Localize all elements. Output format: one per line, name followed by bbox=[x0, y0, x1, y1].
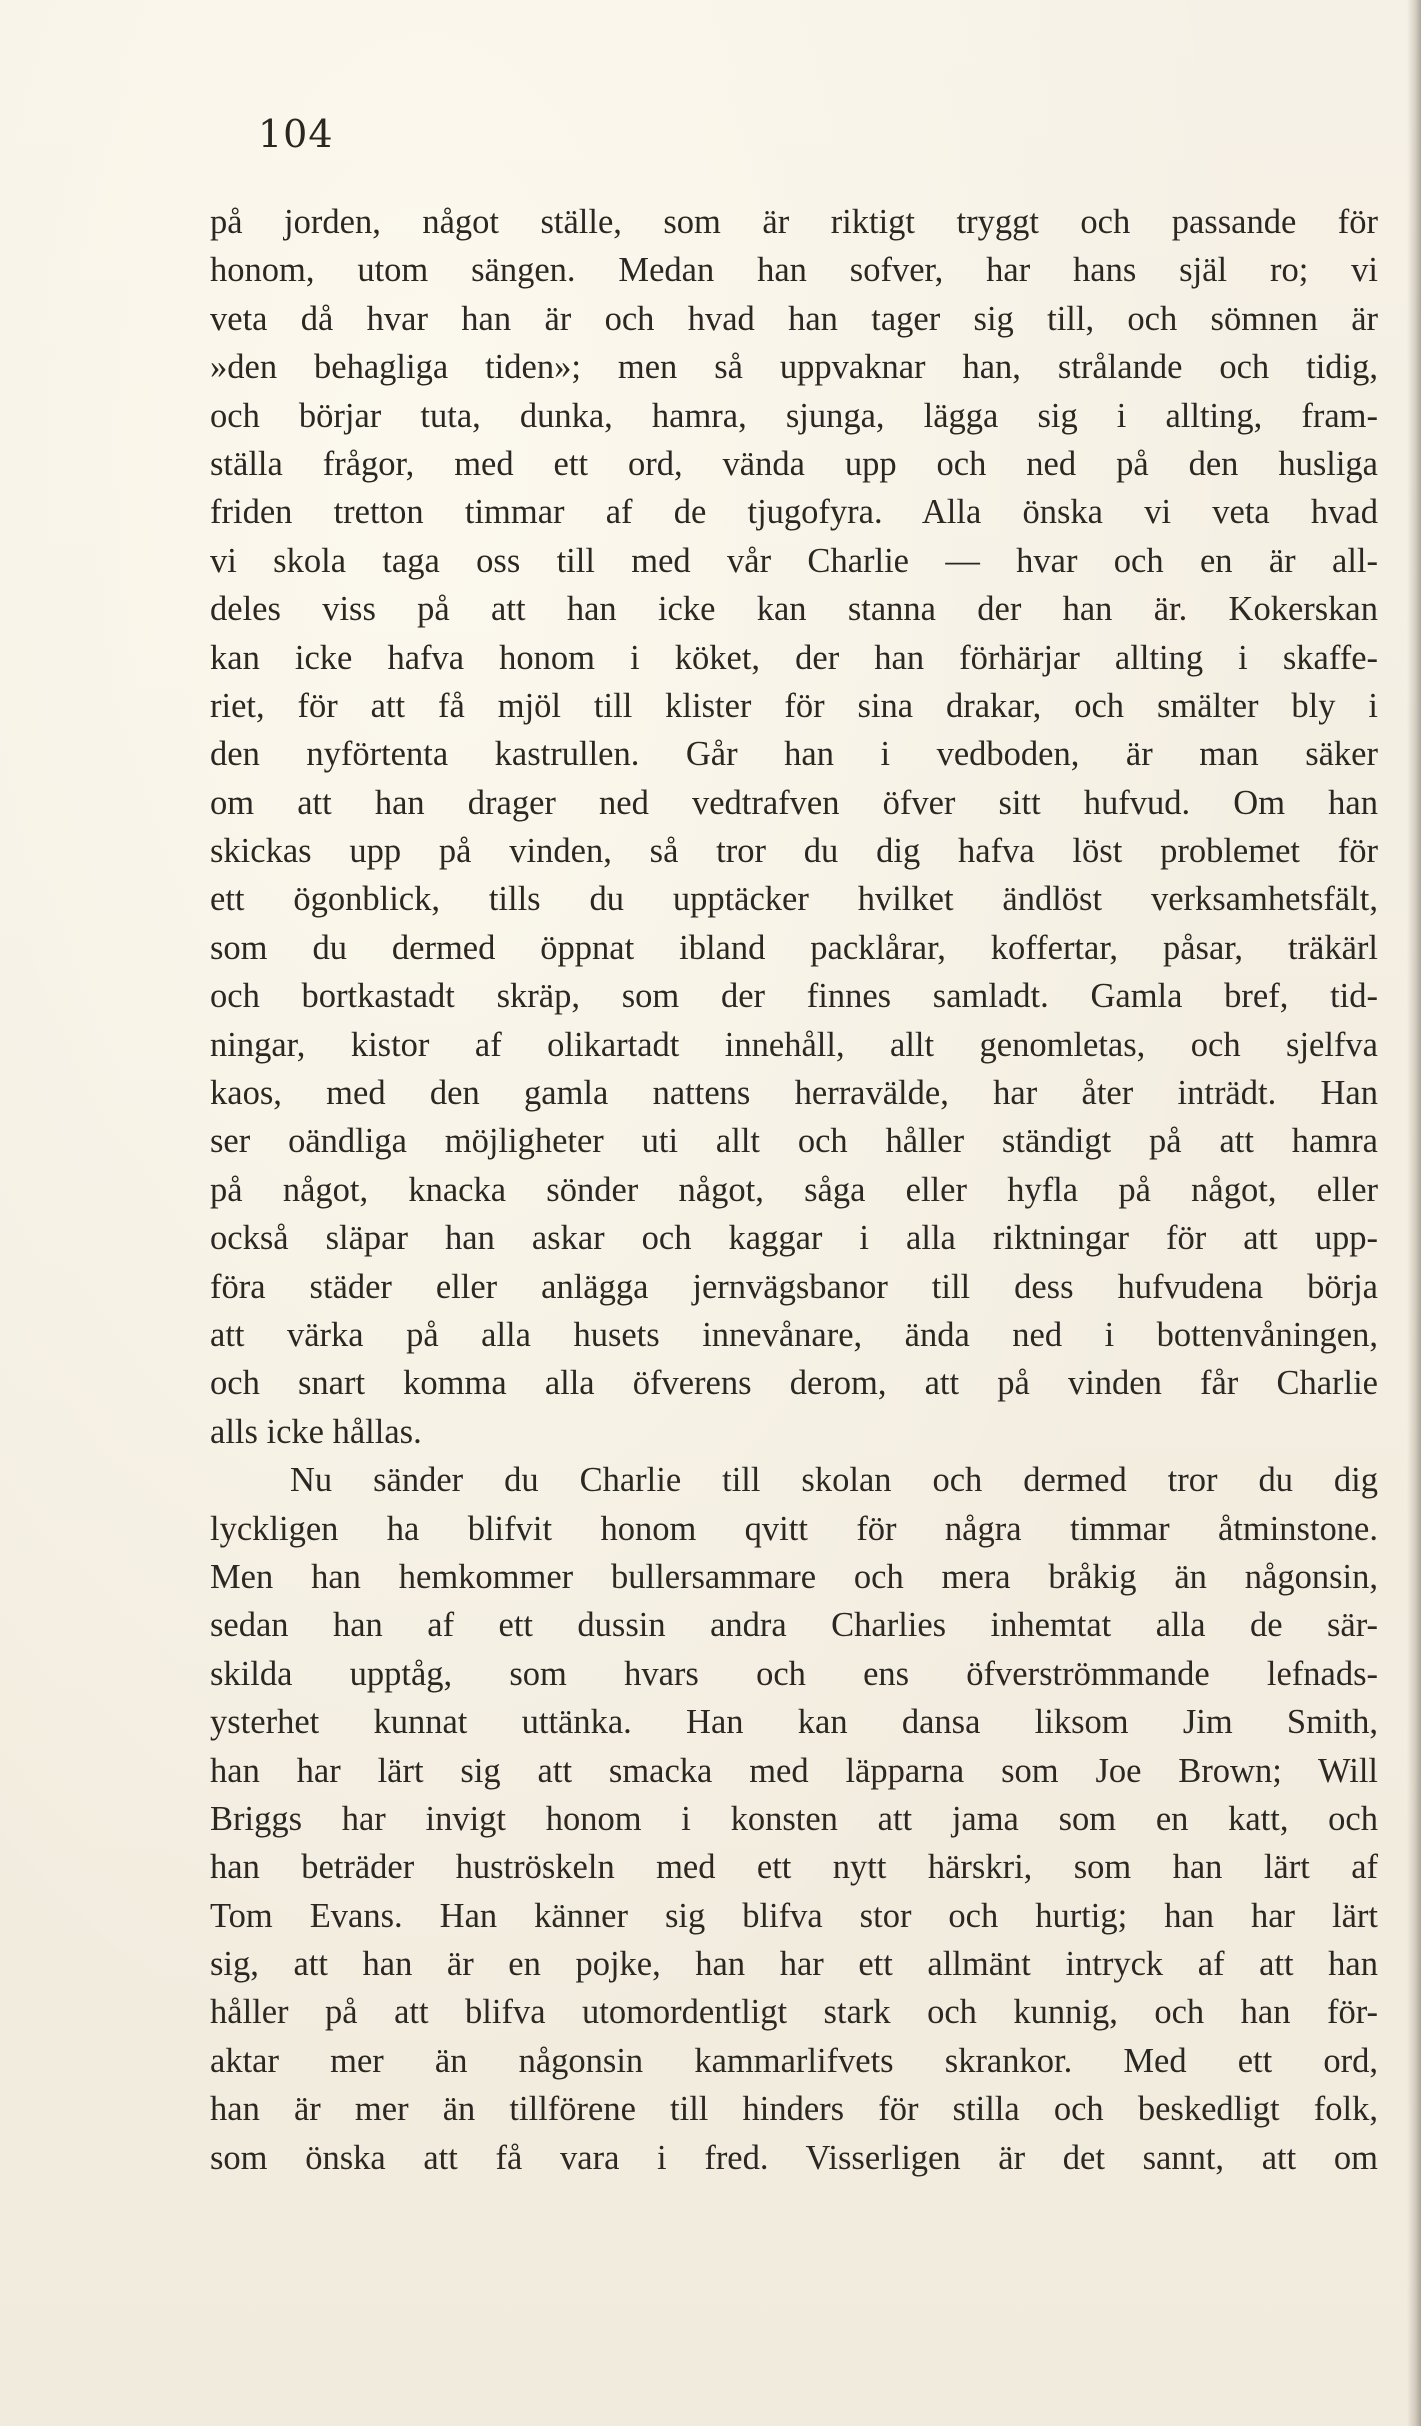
text-line: som du dermed öppnat ibland packlårar, koffertar, påsar, träkärl bbox=[210, 928, 1378, 967]
text-line: han är mer än tillförene till hinders för stilla och beskedligt folk, bbox=[210, 2090, 1378, 2129]
text-line: sedan han af ett dussin andra Charlies inhemtat alla de sär- bbox=[210, 1606, 1378, 1645]
page-edge-shadow bbox=[1407, 0, 1421, 2426]
text-line: riet, för att få mjöl till klister för sina drakar, och smälter bly i bbox=[210, 686, 1378, 725]
text-line: aktar mer än någonsin kammarlifvets skrankor. Med ett ord, bbox=[210, 2041, 1378, 2080]
text-line: Men han hemkommer bullersammare och mera bråkig än någonsin, bbox=[210, 1557, 1378, 1596]
text-line: kan icke hafva honom i köket, der han förhärjar allting i skaffe- bbox=[210, 638, 1378, 677]
text-line: den nyförtenta kastrullen. Går han i vedboden, är man säker bbox=[210, 735, 1378, 774]
text-line: på jorden, något ställe, som är riktigt tryggt och passande för bbox=[210, 203, 1378, 241]
text-line: och börjar tuta, dunka, hamra, sjunga, lägga sig i allting, fram- bbox=[210, 396, 1378, 435]
text-line: deles viss på att han icke kan stanna der han är. Kokerskan bbox=[210, 590, 1378, 629]
paragraph-start-line: Nu sänder du Charlie till skolan och dermed tror du dig bbox=[290, 1461, 1378, 1500]
text-line: på något, knacka sönder något, såga eller hyfla på något, eller bbox=[210, 1170, 1378, 1209]
text-line: Tom Evans. Han känner sig blifva stor och hurtig; han har lärt bbox=[210, 1896, 1378, 1935]
text-line: ser oändliga möjligheter uti allt och håller ständigt på att hamra bbox=[210, 1122, 1378, 1161]
text-line: han har lärt sig att smacka med läpparna som Joe Brown; Will bbox=[210, 1751, 1378, 1790]
text-line: skickas upp på vinden, så tror du dig hafva löst problemet för bbox=[210, 832, 1378, 871]
text-line: friden tretton timmar af de tjugofyra. Alla önska vi veta hvad bbox=[210, 493, 1378, 532]
text-line: och snart komma alla öfverens derom, att på vinden får Charlie bbox=[210, 1364, 1378, 1403]
text-line: som önska att få vara i fred. Visserligen är det sannt, att om bbox=[210, 2138, 1378, 2177]
text-line: ställa frågor, med ett ord, vända upp och ned på den husliga bbox=[210, 444, 1378, 483]
text-line: kaos, med den gamla nattens herravälde, har åter inträdt. Han bbox=[210, 1074, 1378, 1113]
text-line: lyckligen ha blifvit honom qvitt för några timmar åtminstone. bbox=[210, 1509, 1378, 1548]
text-line: håller på att blifva utomordentligt stark och kunnig, och han för- bbox=[210, 1993, 1378, 2032]
text-line: om att han drager ned vedtrafven öfver sitt hufvud. Om han bbox=[210, 783, 1378, 822]
text-line: ysterhet kunnat uttänka. Han kan dansa liksom Jim Smith, bbox=[210, 1703, 1378, 1742]
text-line: föra städer eller anlägga jernvägsbanor till dess hufvudena börja bbox=[210, 1267, 1378, 1306]
text-line: »den behagliga tiden»; men så uppvaknar han, strålande och tidig, bbox=[210, 348, 1378, 387]
text-line: han beträder huströskeln med ett nytt härskri, som han lärt af bbox=[210, 1848, 1378, 1887]
text-line: veta då hvar han är och hvad han tager sig till, och sömnen är bbox=[210, 299, 1378, 338]
text-line: ningar, kistor af olikartadt innehåll, allt genomletas, och sjelfva bbox=[210, 1025, 1378, 1064]
text-line: sig, att han är en pojke, han har ett allmänt intryck af att han bbox=[210, 1945, 1378, 1984]
text-line: också släpar han askar och kaggar i alla riktningar för att upp- bbox=[210, 1219, 1378, 1258]
text-line: att värka på alla husets innevånare, ända ned i bottenvåningen, bbox=[210, 1315, 1378, 1354]
text-line: honom, utom sängen. Medan han sofver, har hans själ ro; vi bbox=[210, 251, 1378, 290]
text-line: och bortkastadt skräp, som der finnes samladt. Gamla bref, tid- bbox=[210, 977, 1378, 1016]
text-line: vi skola taga oss till med vår Charlie — hvar och en är all- bbox=[210, 541, 1378, 580]
paragraph-end-line: alls icke hållas. bbox=[210, 1412, 422, 1451]
page-number: 104 bbox=[258, 112, 334, 156]
text-line: Briggs har invigt honom i konsten att jama som en katt, och bbox=[210, 1799, 1378, 1838]
body-text bbox=[210, 198, 1378, 2182]
text-line: skilda upptåg, som hvars och ens öfverströmmande lefnads- bbox=[210, 1654, 1378, 1693]
text-line: ett ögonblick, tills du upptäcker hvilket ändlöst verksamhetsfält, bbox=[210, 880, 1378, 919]
